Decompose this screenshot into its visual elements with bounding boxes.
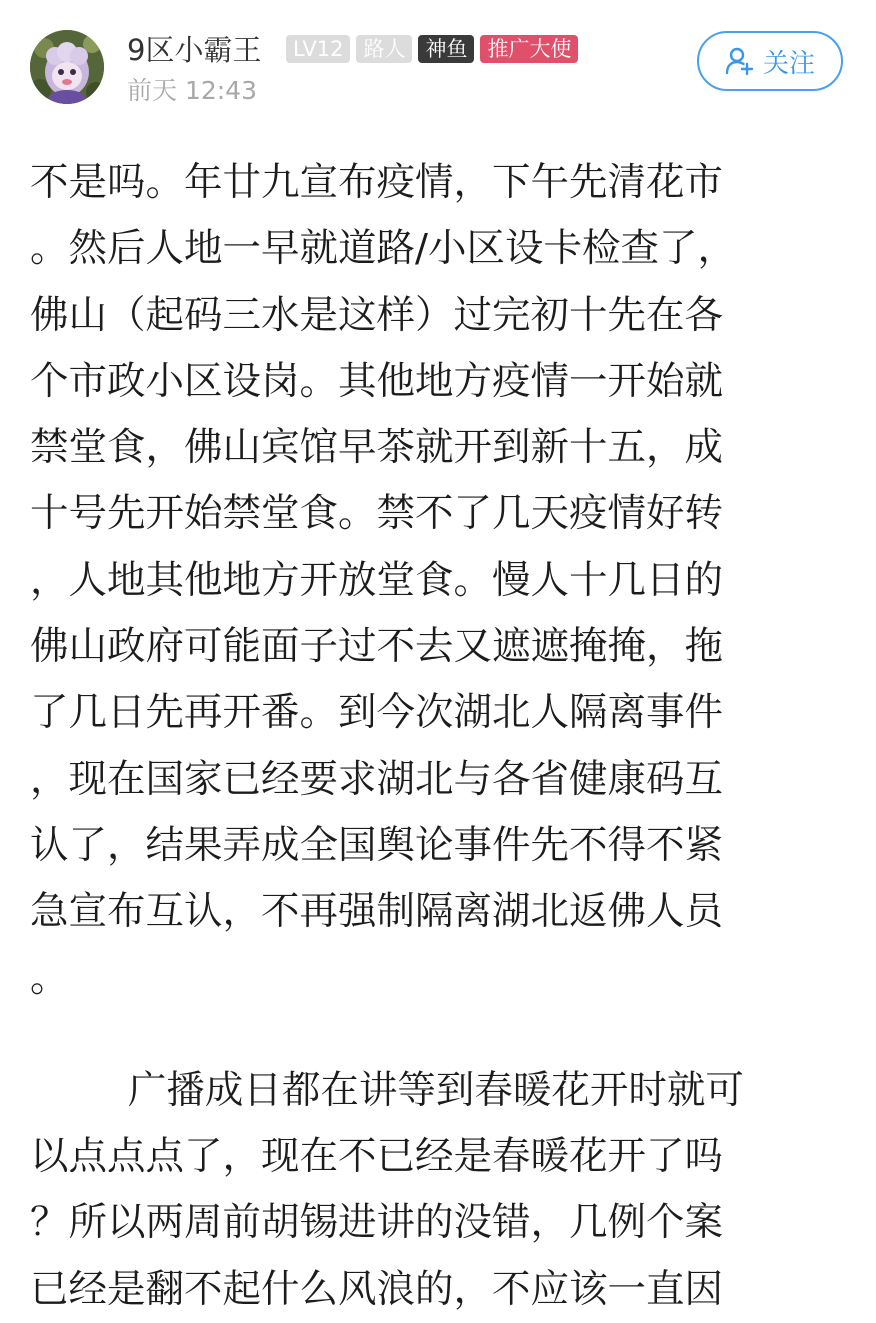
add-user-icon [725, 46, 755, 76]
post-timestamp: 前天 12:43 [127, 76, 257, 105]
text-line: 急宣布互认，不再强制隔离湖北返佛人员 [30, 889, 724, 935]
follow-button[interactable] [697, 31, 843, 91]
text-line: 已经是翻不起什么风浪的，不应该一直因 [30, 1266, 724, 1312]
text-line: 认了，结果弄成全国舆论事件先不得不紧 [30, 822, 724, 868]
text-line: 。 [30, 955, 69, 1001]
paragraph [30, 1058, 846, 1323]
user-badges [286, 35, 578, 63]
text-line: 禁堂食，佛山宾馆早茶就开到新十五，成 [30, 425, 724, 471]
ambassador-badge: 推广大使 [480, 35, 578, 63]
paragraph [30, 150, 846, 1012]
user-name[interactable]: 9区小霸王 [127, 33, 262, 67]
text-line: ，现在国家已经要求湖北与各省健康码互 [30, 756, 724, 802]
text-line: 个市政小区设岗。其他地方疫情一开始就 [30, 358, 724, 404]
text-line: 。然后人地一早就道路/小区设卡检查了， [30, 226, 736, 272]
follow-label: 关注 [762, 48, 815, 79]
text-line: 佛山（起码三水是这样）过完初十先在各 [30, 292, 724, 338]
text-line: 不是吗。年廿九宣布疫情，下午先清花市 [30, 160, 724, 205]
text-line: 了几日先再开番。到今次湖北人隔离事件 [30, 690, 724, 736]
text-line: 以点点点了，现在不已经是春暖花开了吗 [30, 1134, 724, 1180]
cartoon-sheep-avatar-icon [30, 30, 104, 104]
text-line: ？所以两周前胡锡进讲的没错，几例个案 [30, 1200, 724, 1246]
paragraph-gap [30, 1012, 846, 1058]
post-content [30, 150, 846, 1323]
level-badge: LV12 [286, 35, 350, 63]
text-line: 广播成日都在讲等到春暖花开时就可 [30, 1067, 744, 1113]
role-badge: 路人 [356, 35, 412, 63]
text-line: ，人地其他地方开放堂食。慢人十几日的 [30, 557, 724, 603]
fish-badge: 神鱼 [418, 35, 474, 63]
text-line: 十号先开始禁堂食。禁不了几天疫情好转 [30, 491, 724, 537]
post-header [0, 0, 876, 130]
avatar[interactable] [30, 30, 104, 104]
text-line: 佛山政府可能面子过不去又遮遮掩掩，拖 [30, 624, 724, 670]
